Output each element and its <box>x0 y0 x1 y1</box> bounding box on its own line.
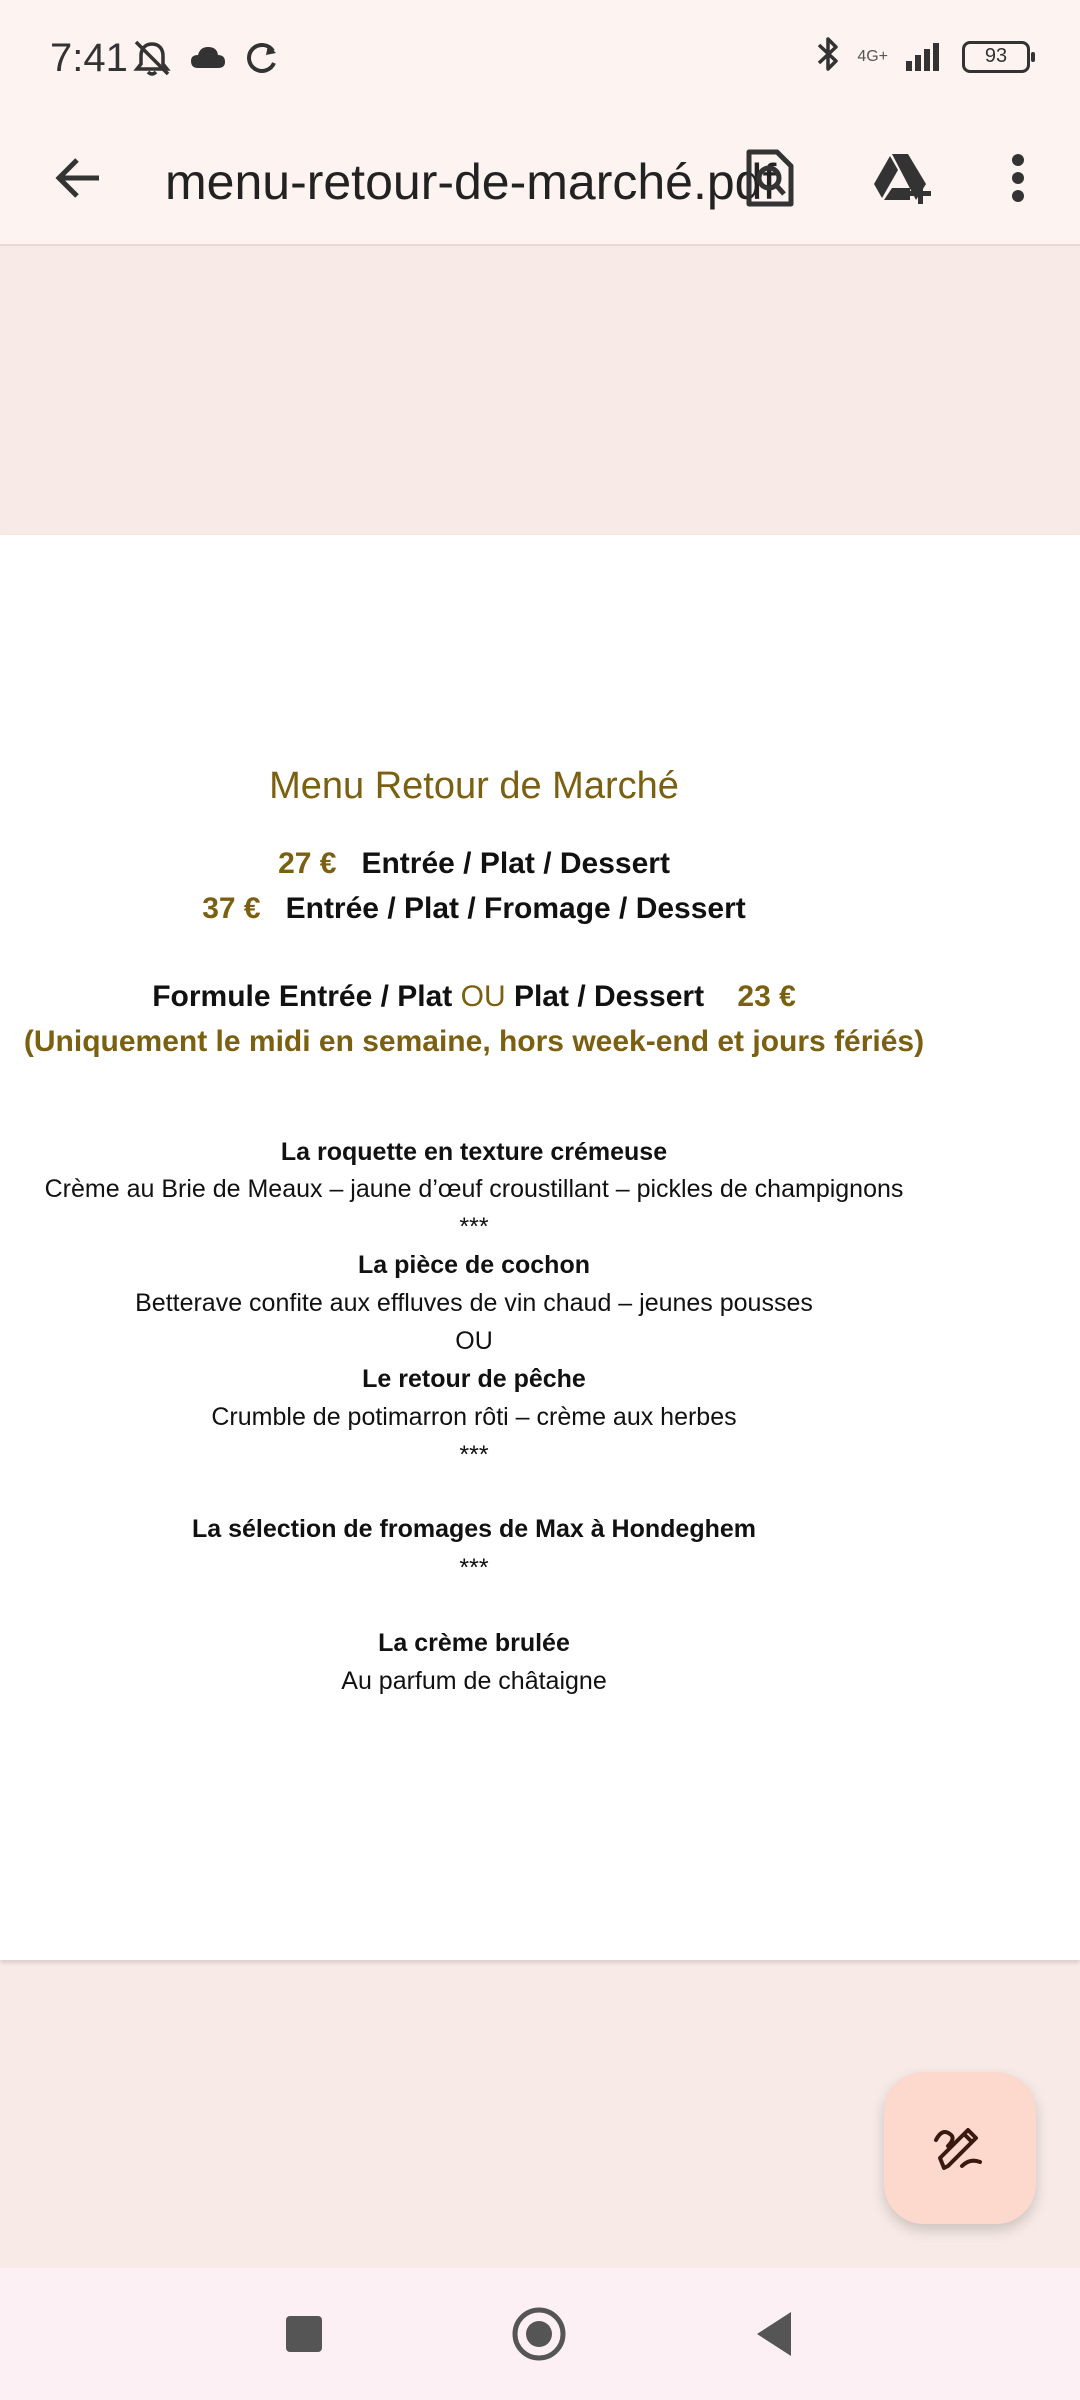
formule-price: 23 € <box>737 980 796 1013</box>
home-button[interactable] <box>501 2298 577 2374</box>
starter-desc: Crème au Brie de Meaux – jaune d’œuf croustillant – pickles de champignons <box>44 1175 904 1203</box>
starter-name: La roquette en texture crémeuse <box>280 1138 668 1166</box>
price-27: 27 € <box>278 847 337 880</box>
main1-desc: Betterave confite aux effluves de vin chaud – jeunes pousses <box>135 1289 813 1317</box>
separator: *** <box>459 1554 489 1582</box>
viewer-background <box>0 246 1080 535</box>
price-37-label: Entrée / Plat / Fromage / Dessert <box>285 892 746 925</box>
signal-icon <box>904 37 946 76</box>
dessert-desc: Au parfum de châtaigne <box>341 1667 607 1695</box>
find-in-document-button[interactable] <box>732 142 808 218</box>
price-37: 37 € <box>202 892 261 925</box>
bluetooth-icon <box>815 34 841 79</box>
cloud-icon <box>188 42 228 79</box>
back-arrow-icon <box>53 156 103 205</box>
find-in-document-icon <box>745 148 795 213</box>
recents-square-icon <box>284 2314 324 2359</box>
battery-level: 93 <box>984 45 1008 67</box>
sync-icon <box>242 39 280 82</box>
add-to-drive-icon <box>870 150 934 211</box>
dessert-name: La crème brulée <box>378 1629 570 1657</box>
status-time: 7:41 <box>50 36 128 80</box>
annotate-fab[interactable] <box>884 2072 1036 2224</box>
cheese-name: La sélection de fromages de Max à Hondeghem <box>191 1515 757 1543</box>
more-vert-icon <box>1010 152 1026 209</box>
system-back-button[interactable] <box>736 2298 812 2374</box>
home-circle-icon <box>511 2306 567 2367</box>
main1-name: La pièce de cochon <box>357 1251 590 1279</box>
status-bar <box>0 0 1080 120</box>
network-label: 4G+ <box>857 47 888 65</box>
recents-button[interactable] <box>266 2298 342 2374</box>
system-nav-bar <box>0 2268 1080 2400</box>
separator: *** <box>459 1441 489 1469</box>
app-bar <box>0 120 1080 246</box>
annotate-pen-icon <box>932 2118 988 2179</box>
formule-ou: OU <box>460 980 506 1013</box>
document-title: menu-retour-de-marché.pdf <box>165 154 777 210</box>
main2-name: Le retour de pêche <box>362 1365 586 1393</box>
add-to-drive-button[interactable] <box>864 142 940 218</box>
separator: *** <box>459 1213 489 1241</box>
formule-part1: Formule Entrée / Plat <box>152 980 461 1013</box>
back-triangle-icon <box>753 2310 795 2363</box>
main2-desc: Crumble de potimarron rôti – crème aux herbes <box>211 1403 737 1431</box>
or-label: OU <box>455 1327 493 1355</box>
formule-note: (Uniquement le midi en semaine, hors week-end et jours fériés) <box>23 1025 925 1058</box>
formule-part2: Plat / Dessert <box>505 980 705 1013</box>
price-line-2 <box>0 892 948 926</box>
price-line-1 <box>0 847 948 881</box>
back-button[interactable] <box>46 148 110 212</box>
menu-title: Menu Retour de Marché <box>269 765 679 807</box>
price-27-label: Entrée / Plat / Dessert <box>361 847 670 880</box>
pdf-page[interactable] <box>0 535 1080 1960</box>
mute-alarm-icon <box>130 38 174 83</box>
more-options-button[interactable] <box>980 142 1056 218</box>
formule-line <box>0 980 948 1014</box>
battery-icon <box>962 41 1030 73</box>
